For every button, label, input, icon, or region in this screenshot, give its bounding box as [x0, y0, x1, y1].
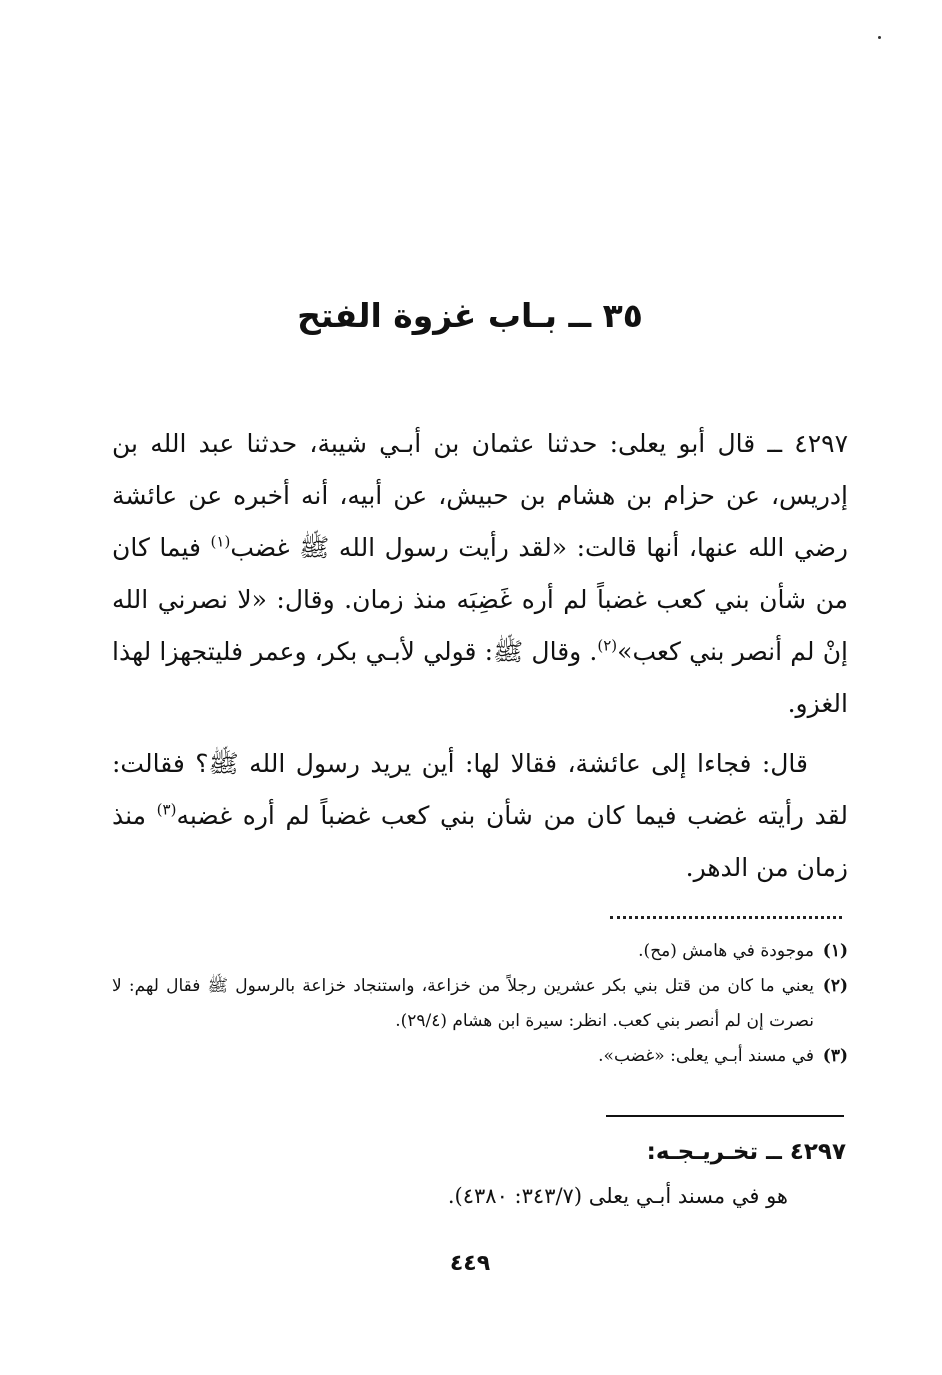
page-number: ٤٤٩ [449, 1251, 491, 1276]
footnote-ref-1: (١) [210, 532, 231, 551]
footnote-separator [610, 906, 842, 919]
footnote-ref-2: (٢) [597, 636, 618, 655]
hadith-text-tail: . وقال ﷺ: قولي لأبـي بكر، وعمر فليتجهزا لهذا الغزو. [112, 637, 848, 718]
footnote-item [112, 1039, 848, 1074]
takhrij-text: هو في مسند أبـي يعلى (٣٤٣/٧: ٤٣٨٠). [447, 1184, 788, 1208]
footnote-item [112, 934, 848, 969]
hadith-paragraph-2 [112, 738, 848, 894]
takhrij-heading: ٤٢٩٧ ــ تخـريـجـه: [646, 1139, 846, 1165]
footnote-number: (٢) [822, 976, 848, 996]
takhrij-rule [606, 1115, 844, 1117]
hadith-paragraph-1 [112, 418, 848, 730]
hadith-text-middle: فيما كان من شأن بني كعب غضباً لم أره غَضِبَه منذ زمان. وقال: «لا نصرني الله إنْ لم أنصر بني كعب» [112, 533, 848, 666]
footnote-ref-3: (٣) [156, 800, 177, 819]
chapter-title: ٣٥ ــ بـاب غزوة الفتح [297, 296, 643, 335]
hadith-text-lead: ٤٢٩٧ ــ قال أبو يعلى: حدثنا عثمان بن أبـي شيبة، حدثنا عبد الله بن إدريس، عن حزام بن هشام بن حبيش، عن أبيه، أنه أخبره عن عائشة رضي الله عنها، أنها قالت: «لقد رأيت رسول الله ﷺ غضب [112, 429, 848, 562]
footnote-number: (٣) [822, 1046, 848, 1066]
footnote-text: يعني ما كان من قتل بني بكر عشرين رجلاً من خزاعة، واستنجاد خزاعة بالرسول ﷺ فقال لهم: لا نصرت إن لم أنصر بني كعب. انظر: سيرة ابن هشام (٢٩/٤). [112, 976, 814, 1031]
scan-dot-mark [878, 36, 881, 39]
hadith-text-lead: قال: فجاءا إلى عائشة، فقالا لها: أين يريد رسول الله ﷺ؟ فقالت: لقد رأيته غضب فيما كان من شأن بني كعب غضباً لم أره غضبه [112, 749, 848, 830]
footnote-item [112, 969, 848, 1039]
hadith-text-tail: منذ زمان من الدهر. [112, 801, 848, 882]
footnote-text: موجودة في هامش (مح). [638, 941, 814, 961]
hadith-body [112, 418, 848, 894]
footnote-number: (١) [822, 941, 848, 961]
footnotes [112, 934, 848, 1074]
footnote-text: في مسند أبـي يعلى: «غضب». [598, 1046, 814, 1066]
